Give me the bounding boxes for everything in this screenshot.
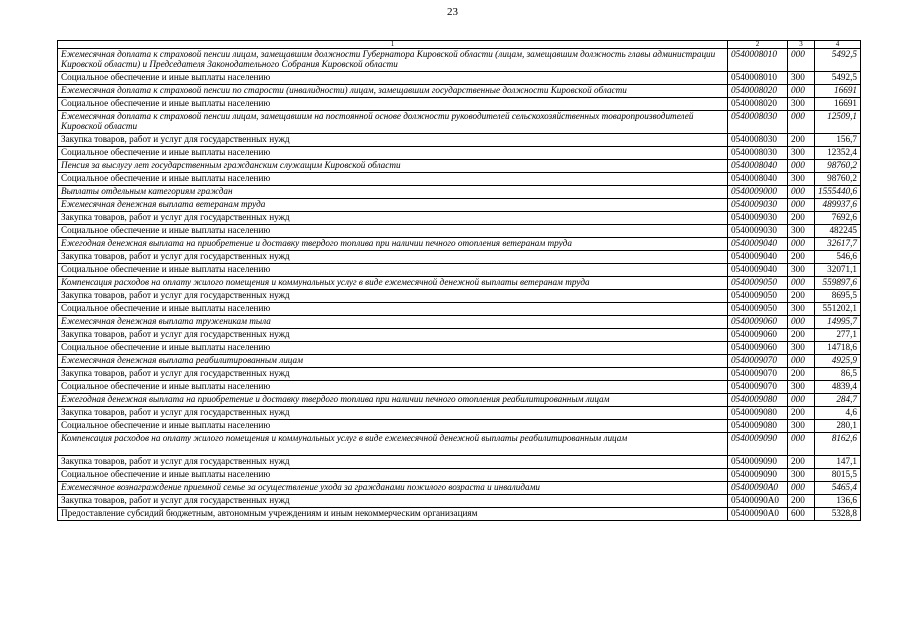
row-sum: 14995,7	[815, 316, 861, 329]
row-sum: 559897,6	[815, 277, 861, 290]
row-name: Ежегодная денежная выплата на приобретение и доставку твердого топлива при наличии печного отопления реабилитированным лицам	[58, 394, 728, 407]
row-code: 0540009060	[728, 329, 788, 342]
row-type: 000	[788, 111, 815, 134]
table-row	[58, 72, 861, 85]
row-code: 0540008030	[728, 134, 788, 147]
row-name: Закупка товаров, работ и услуг для государственных нужд	[58, 290, 728, 303]
row-type: 300	[788, 72, 815, 85]
row-code: 0540009070	[728, 355, 788, 368]
row-name: Закупка товаров, работ и услуг для государственных нужд	[58, 134, 728, 147]
row-name: Закупка товаров, работ и услуг для государственных нужд	[58, 407, 728, 420]
row-code: 0540009050	[728, 290, 788, 303]
row-type: 200	[788, 290, 815, 303]
row-type: 000	[788, 186, 815, 199]
row-type: 300	[788, 264, 815, 277]
row-type: 600	[788, 508, 815, 521]
table-row	[58, 199, 861, 212]
table-row	[58, 85, 861, 98]
table-row	[58, 290, 861, 303]
header-col-2: 2	[728, 41, 788, 49]
row-type: 200	[788, 368, 815, 381]
row-type: 200	[788, 456, 815, 469]
row-code: 0540008040	[728, 173, 788, 186]
table-row	[58, 316, 861, 329]
row-code: 0540009000	[728, 186, 788, 199]
row-sum: 277,1	[815, 329, 861, 342]
row-name: Ежегодная денежная выплата на приобретение и доставку твердого топлива при наличии печного отопления ветеранам труда	[58, 238, 728, 251]
row-name: Социальное обеспечение и иные выплаты населению	[58, 225, 728, 238]
header-row	[58, 41, 861, 49]
row-code: 0540008020	[728, 85, 788, 98]
row-code: 05400090А0	[728, 495, 788, 508]
table-row	[58, 264, 861, 277]
row-name: Закупка товаров, работ и услуг для государственных нужд	[58, 456, 728, 469]
row-type: 200	[788, 251, 815, 264]
row-type: 300	[788, 225, 815, 238]
row-type: 300	[788, 381, 815, 394]
row-sum: 156,7	[815, 134, 861, 147]
table-row	[58, 251, 861, 264]
row-name: Закупка товаров, работ и услуг для государственных нужд	[58, 251, 728, 264]
row-sum: 98760,2	[815, 173, 861, 186]
row-name: Социальное обеспечение и иные выплаты населению	[58, 173, 728, 186]
table-row	[58, 368, 861, 381]
row-sum: 14718,6	[815, 342, 861, 355]
row-sum: 136,6	[815, 495, 861, 508]
table-row	[58, 134, 861, 147]
page-number: 23	[447, 6, 458, 18]
table-row	[58, 147, 861, 160]
row-type: 000	[788, 49, 815, 72]
table-row	[58, 469, 861, 482]
row-name: Социальное обеспечение и иные выплаты населению	[58, 420, 728, 433]
row-type: 200	[788, 134, 815, 147]
table-row	[58, 186, 861, 199]
row-type: 000	[788, 355, 815, 368]
row-name: Социальное обеспечение и иные выплаты населению	[58, 469, 728, 482]
table-row	[58, 277, 861, 290]
row-name: Компенсация расходов на оплату жилого помещения и коммунальных услуг в виде ежемесячной денежной выплаты реабилитированным лицам	[58, 433, 728, 456]
row-sum: 147,1	[815, 456, 861, 469]
row-type: 000	[788, 160, 815, 173]
row-code: 0540009040	[728, 264, 788, 277]
row-sum: 5492,5	[815, 72, 861, 85]
header-col-1: 1	[58, 41, 728, 49]
row-sum: 8015,5	[815, 469, 861, 482]
row-name: Ежемесячная доплата к страховой пенсии лицам, замещавшим должности Губернатора Кировской области (лицам, замещавшим должность главы администрации Кировской области) и Председателя Законодательного Собрания Кировской области	[58, 49, 728, 72]
table-row	[58, 482, 861, 495]
table-row	[58, 303, 861, 316]
row-name: Ежемесячная доплата к страховой пенсии лицам, замещавшим на постоянной основе должности руководителей сельскохозяйственных товаропроизводителей Кировской области	[58, 111, 728, 134]
row-name: Ежемесячное вознаграждение приемной семье за осуществление ухода за гражданами пожилого возраста и инвалидами	[58, 482, 728, 495]
table-row	[58, 456, 861, 469]
table-row	[58, 420, 861, 433]
row-sum: 1555440,6	[815, 186, 861, 199]
row-sum: 32617,7	[815, 238, 861, 251]
row-type: 000	[788, 277, 815, 290]
row-name: Закупка товаров, работ и услуг для государственных нужд	[58, 212, 728, 225]
row-name: Ежемесячная денежная выплата ветеранам труда	[58, 199, 728, 212]
row-sum: 16691	[815, 98, 861, 111]
row-code: 0540009080	[728, 420, 788, 433]
row-code: 0540009070	[728, 381, 788, 394]
table-row	[58, 508, 861, 521]
row-name: Закупка товаров, работ и услуг для государственных нужд	[58, 329, 728, 342]
row-sum: 12352,4	[815, 147, 861, 160]
budget-table	[57, 40, 861, 521]
row-type: 200	[788, 329, 815, 342]
table-row	[58, 394, 861, 407]
row-sum: 8162,6	[815, 433, 861, 456]
row-sum: 280,1	[815, 420, 861, 433]
row-type: 200	[788, 495, 815, 508]
table-row	[58, 433, 861, 456]
row-code: 0540009090	[728, 469, 788, 482]
row-code: 0540009090	[728, 433, 788, 456]
row-type: 000	[788, 238, 815, 251]
row-name: Социальное обеспечение и иные выплаты населению	[58, 98, 728, 111]
row-name: Ежемесячная доплата к страховой пенсии по старости (инвалидности) лицам, замещавшим государственные должности Кировской области	[58, 85, 728, 98]
row-sum: 4,6	[815, 407, 861, 420]
row-code: 0540009060	[728, 316, 788, 329]
row-type: 300	[788, 342, 815, 355]
row-sum: 4839,4	[815, 381, 861, 394]
row-code: 0540008030	[728, 147, 788, 160]
table-row	[58, 238, 861, 251]
header-col-3: 3	[788, 41, 815, 49]
row-code: 0540009080	[728, 407, 788, 420]
row-type: 300	[788, 420, 815, 433]
header-col-4: 4	[815, 41, 861, 49]
row-type: 000	[788, 316, 815, 329]
row-code: 0540009090	[728, 456, 788, 469]
row-sum: 5465,4	[815, 482, 861, 495]
row-code: 0540008020	[728, 98, 788, 111]
row-code: 0540009040	[728, 251, 788, 264]
row-code: 05400090А0	[728, 508, 788, 521]
row-type: 000	[788, 85, 815, 98]
row-sum: 284,7	[815, 394, 861, 407]
table-row	[58, 160, 861, 173]
row-code: 0540009080	[728, 394, 788, 407]
table-row	[58, 173, 861, 186]
row-type: 300	[788, 303, 815, 316]
row-type: 000	[788, 199, 815, 212]
row-code: 05400090А0	[728, 482, 788, 495]
row-type: 300	[788, 147, 815, 160]
row-name: Ежемесячная денежная выплата труженикам тыла	[58, 316, 728, 329]
row-name: Пенсия за выслугу лет государственным гражданским служащим Кировской области	[58, 160, 728, 173]
table-row	[58, 355, 861, 368]
row-code: 0540009050	[728, 277, 788, 290]
row-type: 000	[788, 482, 815, 495]
table-row	[58, 98, 861, 111]
row-sum: 5328,8	[815, 508, 861, 521]
row-sum: 482245	[815, 225, 861, 238]
row-type: 000	[788, 394, 815, 407]
row-sum: 551202,1	[815, 303, 861, 316]
table-row	[58, 225, 861, 238]
row-name: Социальное обеспечение и иные выплаты населению	[58, 147, 728, 160]
table-row	[58, 381, 861, 394]
table-row	[58, 329, 861, 342]
row-name: Социальное обеспечение и иные выплаты населению	[58, 264, 728, 277]
row-type: 300	[788, 469, 815, 482]
row-sum: 98760,2	[815, 160, 861, 173]
row-code: 0540008040	[728, 160, 788, 173]
row-name: Социальное обеспечение и иные выплаты населению	[58, 72, 728, 85]
row-name: Ежемесячная денежная выплата реабилитированным лицам	[58, 355, 728, 368]
row-code: 0540009030	[728, 199, 788, 212]
table-row	[58, 495, 861, 508]
row-code: 0540008010	[728, 49, 788, 72]
row-name: Закупка товаров, работ и услуг для государственных нужд	[58, 368, 728, 381]
row-name: Выплаты отдельным категориям граждан	[58, 186, 728, 199]
row-name: Предоставление субсидий бюджетным, автономным учреждениям и иным некоммерческим организациям	[58, 508, 728, 521]
row-name: Закупка товаров, работ и услуг для государственных нужд	[58, 495, 728, 508]
row-sum: 546,6	[815, 251, 861, 264]
row-name: Социальное обеспечение и иные выплаты населению	[58, 303, 728, 316]
row-code: 0540008030	[728, 111, 788, 134]
table-row	[58, 342, 861, 355]
row-code: 0540008010	[728, 72, 788, 85]
row-sum: 12509,1	[815, 111, 861, 134]
row-code: 0540009070	[728, 368, 788, 381]
row-sum: 32071,1	[815, 264, 861, 277]
table-row	[58, 212, 861, 225]
row-sum: 5492,5	[815, 49, 861, 72]
row-type: 300	[788, 98, 815, 111]
row-type: 000	[788, 433, 815, 456]
row-sum: 489937,6	[815, 199, 861, 212]
row-code: 0540009040	[728, 238, 788, 251]
row-sum: 7692,6	[815, 212, 861, 225]
row-name: Компенсация расходов на оплату жилого помещения и коммунальных услуг в виде ежемесячной денежной выплаты ветеранам труда	[58, 277, 728, 290]
row-type: 200	[788, 407, 815, 420]
row-code: 0540009030	[728, 212, 788, 225]
table-row	[58, 407, 861, 420]
row-sum: 4925,9	[815, 355, 861, 368]
row-code: 0540009050	[728, 303, 788, 316]
table-row	[58, 111, 861, 134]
table-row	[58, 49, 861, 72]
row-code: 0540009030	[728, 225, 788, 238]
row-code: 0540009060	[728, 342, 788, 355]
row-sum: 8695,5	[815, 290, 861, 303]
row-type: 300	[788, 173, 815, 186]
row-name: Социальное обеспечение и иные выплаты населению	[58, 381, 728, 394]
row-type: 200	[788, 212, 815, 225]
row-name: Социальное обеспечение и иные выплаты населению	[58, 342, 728, 355]
row-sum: 16691	[815, 85, 861, 98]
row-sum: 86,5	[815, 368, 861, 381]
